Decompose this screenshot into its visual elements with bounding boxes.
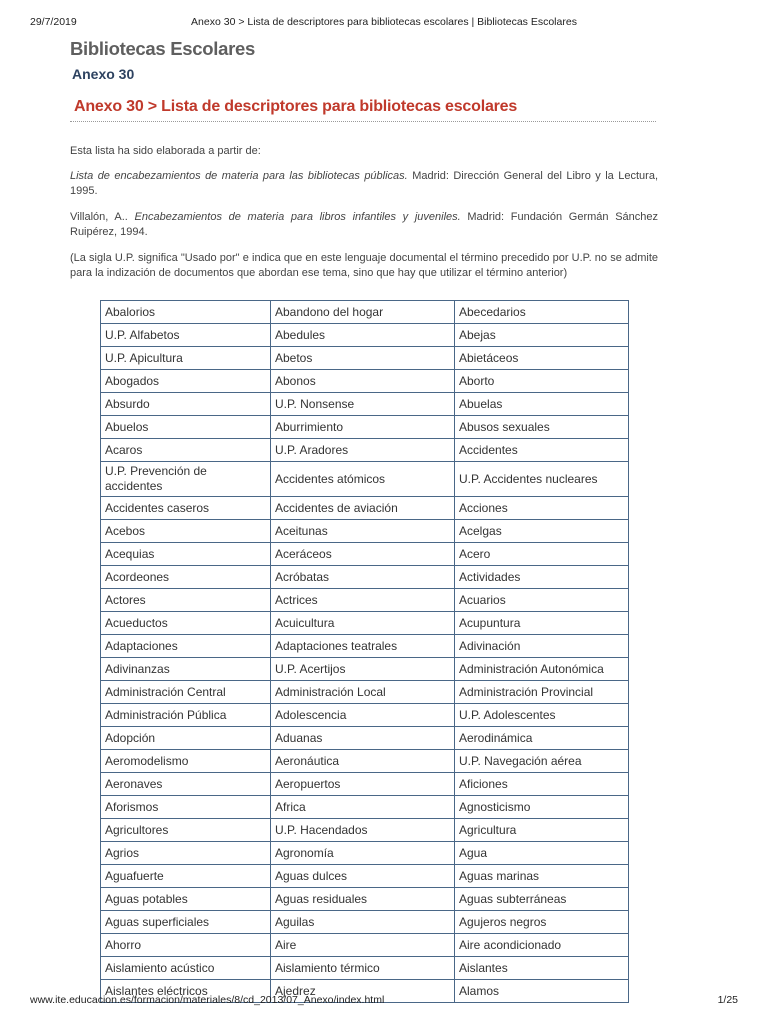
reference-2-author: Villalón, A.. <box>70 210 135 223</box>
table-cell: Actores <box>101 589 271 612</box>
site-title[interactable]: Bibliotecas Escolares <box>70 38 255 59</box>
table-row <box>101 750 629 773</box>
intro-content <box>70 144 658 282</box>
table-cell: Acuarios <box>455 589 629 612</box>
table-cell: Administración Pública <box>101 704 271 727</box>
table-cell: Acaros <box>101 439 271 462</box>
table-cell: Adaptaciones teatrales <box>271 635 455 658</box>
table-cell: Aislamiento acústico <box>101 957 271 980</box>
table-row <box>101 589 629 612</box>
table-cell: Aficiones <box>455 773 629 796</box>
table-cell: Abogados <box>101 370 271 393</box>
table-cell: Aguas superficiales <box>101 911 271 934</box>
table-row <box>101 543 629 566</box>
table-row <box>101 347 629 370</box>
print-header <box>30 16 738 30</box>
table-row <box>101 439 629 462</box>
table-cell: U.P. Navegación aérea <box>455 750 629 773</box>
table-row <box>101 566 629 589</box>
table-row <box>101 301 629 324</box>
table-cell: Administración Local <box>271 681 455 704</box>
table-cell: Adivinanzas <box>101 658 271 681</box>
table-row <box>101 497 629 520</box>
table-cell: Adolescencia <box>271 704 455 727</box>
table-cell: Agronomía <box>271 842 455 865</box>
table-row <box>101 393 629 416</box>
table-row <box>101 888 629 911</box>
up-note: (La sigla U.P. significa "Usado por" e indica que en este lenguaje documental el término precedido por U.P. no se admite para la indización de documentos que abordan ese tema, sino que hay que utilizar el término anterior) <box>70 251 658 279</box>
table-cell: Acróbatas <box>271 566 455 589</box>
table-row <box>101 416 629 439</box>
table-row <box>101 727 629 750</box>
table-row <box>101 612 629 635</box>
table-row <box>101 796 629 819</box>
table-cell: Administración Central <box>101 681 271 704</box>
table-cell: Abedules <box>271 324 455 347</box>
table-cell: Aire acondicionado <box>455 934 629 957</box>
table-cell: Abejas <box>455 324 629 347</box>
table-cell: Acequias <box>101 543 271 566</box>
table-cell: U.P. Accidentes nucleares <box>455 462 629 497</box>
table-cell: Aeronaves <box>101 773 271 796</box>
table-cell: Aforismos <box>101 796 271 819</box>
table-row <box>101 520 629 543</box>
reference-2-title: Encabezamientos de materia para libros infantiles y juveniles. <box>134 210 461 223</box>
table-cell: Ajedrez <box>271 980 455 1003</box>
reference-1 <box>70 169 658 200</box>
table-cell: U.P. Acertijos <box>271 658 455 681</box>
table-cell: Aguas marinas <box>455 865 629 888</box>
table-cell: Abetos <box>271 347 455 370</box>
print-date: 29/7/2019 <box>30 16 77 28</box>
table-cell: Abietáceos <box>455 347 629 370</box>
table-cell: Aeropuertos <box>271 773 455 796</box>
table-cell: Africa <box>271 796 455 819</box>
section-title[interactable]: Anexo 30 <box>72 66 135 82</box>
table-cell: Aguafuerte <box>101 865 271 888</box>
descriptor-table <box>100 300 629 1003</box>
table-cell: Acordeones <box>101 566 271 589</box>
table-cell: Acebos <box>101 520 271 543</box>
table-cell: Aguas residuales <box>271 888 455 911</box>
table-row <box>101 934 629 957</box>
table-cell: Acueductos <box>101 612 271 635</box>
title-divider <box>70 121 656 122</box>
table-cell: Acciones <box>455 497 629 520</box>
table-cell: Acupuntura <box>455 612 629 635</box>
table-cell: Aceitunas <box>271 520 455 543</box>
table-cell: Aguas subterráneas <box>455 888 629 911</box>
reference-1-details: Madrid: Dirección General del Libro y la Lectura, 1995. <box>70 169 658 197</box>
table-cell: Agujeros negros <box>455 911 629 934</box>
table-cell: Acero <box>455 543 629 566</box>
table-cell: Adaptaciones <box>101 635 271 658</box>
table-row <box>101 635 629 658</box>
table-row <box>101 324 629 347</box>
table-cell: Accidentes <box>455 439 629 462</box>
table-cell: Aduanas <box>271 727 455 750</box>
table-cell: Acuicultura <box>271 612 455 635</box>
print-page-number: 1/25 <box>717 994 738 1006</box>
table-cell: Agnosticismo <box>455 796 629 819</box>
reference-2 <box>70 210 658 241</box>
table-cell: Aislantes eléctricos <box>101 980 271 1003</box>
table-cell: Ahorro <box>101 934 271 957</box>
table-cell: U.P. Hacendados <box>271 819 455 842</box>
table-cell: Aire <box>271 934 455 957</box>
table-cell: Abuelos <box>101 416 271 439</box>
reference-2-details: Madrid: Fundación Germán Sánchez Ruipérez, 1994. <box>70 210 658 238</box>
page-title: Anexo 30 > Lista de descriptores para bibliotecas escolares <box>74 98 518 115</box>
table-cell: Agricultura <box>455 819 629 842</box>
table-cell: Abonos <box>271 370 455 393</box>
table-row <box>101 865 629 888</box>
table-cell: Agrios <box>101 842 271 865</box>
table-cell: Aeronáutica <box>271 750 455 773</box>
table-row <box>101 911 629 934</box>
table-row <box>101 704 629 727</box>
table-cell: Abusos sexuales <box>455 416 629 439</box>
table-cell: Abandono del hogar <box>271 301 455 324</box>
table-row <box>101 773 629 796</box>
table-cell: Absurdo <box>101 393 271 416</box>
table-cell: Abecedarios <box>455 301 629 324</box>
table-cell: U.P. Nonsense <box>271 393 455 416</box>
table-cell: Adivinación <box>455 635 629 658</box>
print-footer <box>30 994 738 1008</box>
table-cell: Aguilas <box>271 911 455 934</box>
table-row <box>101 819 629 842</box>
intro-text: Esta lista ha sido elaborada a partir de: <box>70 145 261 157</box>
table-cell: Adopción <box>101 727 271 750</box>
table-cell: Actrices <box>271 589 455 612</box>
table-cell: U.P. Aradores <box>271 439 455 462</box>
table-cell: Actividades <box>455 566 629 589</box>
table-cell: Aislamiento térmico <box>271 957 455 980</box>
reference-1-title: Lista de encabezamientos de materia para las bibliotecas públicas. <box>70 169 408 182</box>
table-cell: Agua <box>455 842 629 865</box>
table-cell: Administración Autonómica <box>455 658 629 681</box>
table-cell: Administración Provincial <box>455 681 629 704</box>
table-cell: Aguas potables <box>101 888 271 911</box>
table-cell: Accidentes de aviación <box>271 497 455 520</box>
descriptor-table-body <box>101 301 629 1003</box>
table-cell: U.P. Prevención de accidentes <box>101 462 271 497</box>
table-row <box>101 370 629 393</box>
table-row <box>101 957 629 980</box>
table-row <box>101 462 629 497</box>
print-page-title: Anexo 30 > Lista de descriptores para bibliotecas escolares | Bibliotecas Escolares <box>191 16 577 28</box>
table-cell: Abalorios <box>101 301 271 324</box>
table-cell: Aerodinámica <box>455 727 629 750</box>
table-row <box>101 658 629 681</box>
table-cell: U.P. Alfabetos <box>101 324 271 347</box>
table-cell: Aburrimiento <box>271 416 455 439</box>
table-cell: Acelgas <box>455 520 629 543</box>
table-cell: Alamos <box>455 980 629 1003</box>
table-cell: U.P. Apicultura <box>101 347 271 370</box>
table-cell: Agricultores <box>101 819 271 842</box>
table-row <box>101 842 629 865</box>
table-cell: Aeromodelismo <box>101 750 271 773</box>
table-cell: Aborto <box>455 370 629 393</box>
table-cell: Aceráceos <box>271 543 455 566</box>
print-url: www.ite.educacion.es/formacion/materiales/8/cd_2013/07_Anexo/index.html <box>30 994 385 1006</box>
table-row <box>101 681 629 704</box>
table-cell: Aguas dulces <box>271 865 455 888</box>
table-cell: U.P. Adolescentes <box>455 704 629 727</box>
table-cell: Accidentes caseros <box>101 497 271 520</box>
table-cell: Accidentes atómicos <box>271 462 455 497</box>
table-cell: Abuelas <box>455 393 629 416</box>
table-cell: Aislantes <box>455 957 629 980</box>
